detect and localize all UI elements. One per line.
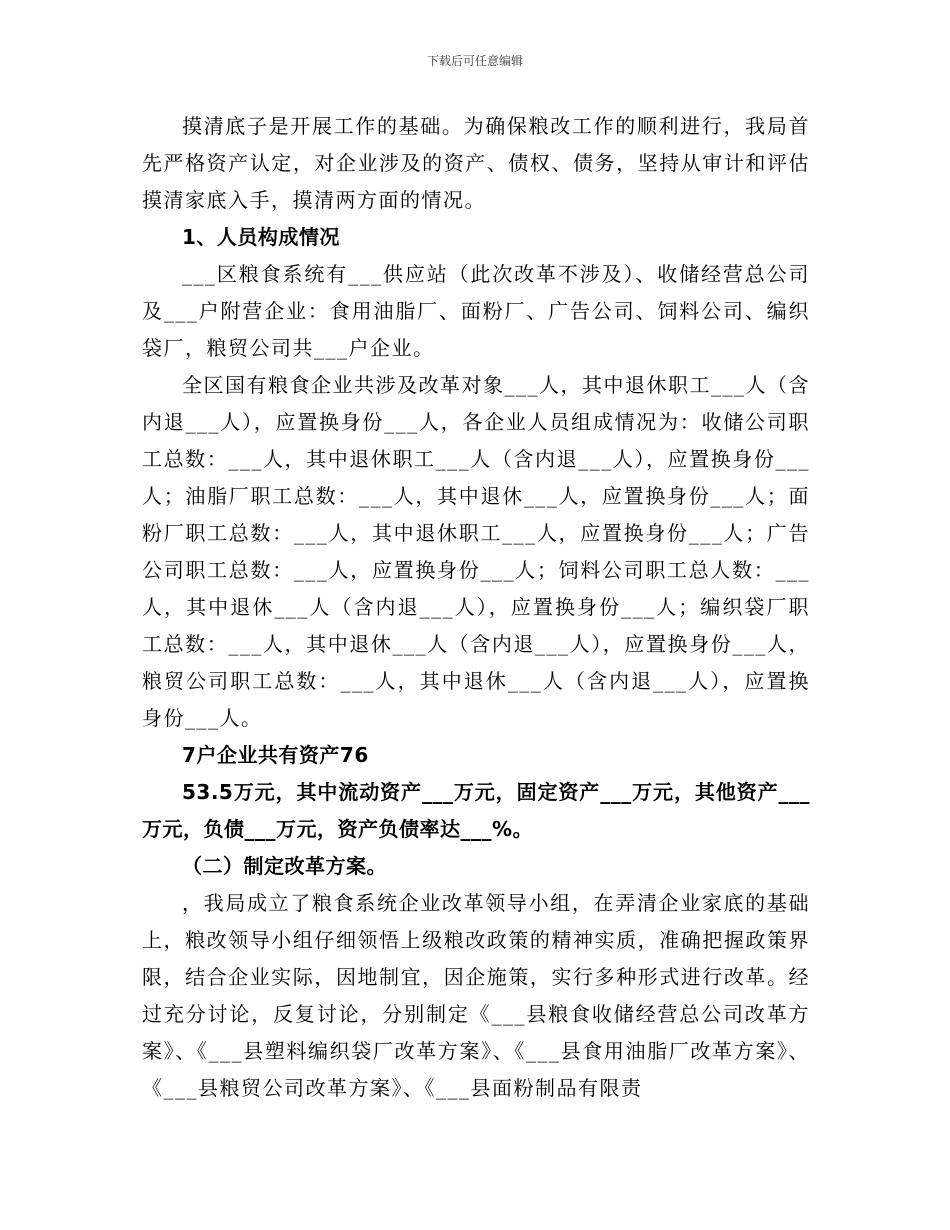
document-body xyxy=(142,108,810,1107)
paragraph-plan: ，我局成立了粮食系统企业改革领导小组，在弄清企业家底的基础上，粮改领导小组仔细领悟上级粮改政策的精神实质，准确把握政策界限，结合企业实际，因地制宜，因企施策，实行多种形式进行改革。经过充分讨论，反复讨论，分别制定《___县粮食收储经营总公司改革方案》、《___县塑料编织袋厂改革方案》、《___县食用油脂厂改革方案》、《___县粮贸公司改革方案》、《___县面粉制品有限责 xyxy=(142,891,810,1100)
section-heading-personnel: 1、人员构成情况 xyxy=(182,225,340,249)
intro-paragraph: 摸清底子是开展工作的基础。为确保粮改工作的顺利进行，我局首先严格资产认定，对企业涉及的资产、债权、债务，坚持从审计和评估摸清家底入手，摸清两方面的情况。 xyxy=(142,114,810,212)
page-header: 下载后可任意编辑 xyxy=(426,54,523,68)
assets-line-1: 7户企业共有资产76 xyxy=(182,743,369,767)
section-heading-plan: （二）制定改革方案。 xyxy=(182,854,387,878)
assets-line-2: 53.5万元，其中流动资产___万元，固定资产___万元，其他资产___万元，负债___万元，资产负债率达___%。 xyxy=(142,780,810,841)
paragraph-staff: 全区国有粮食企业共涉及改革对象___人，其中退休职工___人（含内退___人），应置换身份___人，各企业人员组成情况为：收储公司职工总数：___人，其中退休职工___人（含内退___人），应置换身份___人；油脂厂职工总数：___人，其中退休___人，应置换身份___人；面粉厂职工总数：___人，其中退休职工___人，应置换身份___人；广告公司职工总数：___人，应置换身份___人；饲料公司职工总人数：___人，其中退休___人（含内退___人），应置换身份___人；编织袋厂职工总数：___人，其中退休___人（含内退___人），应置换身份___人，粮贸公司职工总数：___人，其中退休___人（含内退___人），应置换身份___人。 xyxy=(142,373,810,730)
paragraph-enterprises: ___区粮食系统有___供应站（此次改革不涉及）、收储经营总公司及___户附营企业：食用油脂厂、面粉厂、广告公司、饲料公司、编织袋厂，粮贸公司共___户企业。 xyxy=(142,262,810,360)
